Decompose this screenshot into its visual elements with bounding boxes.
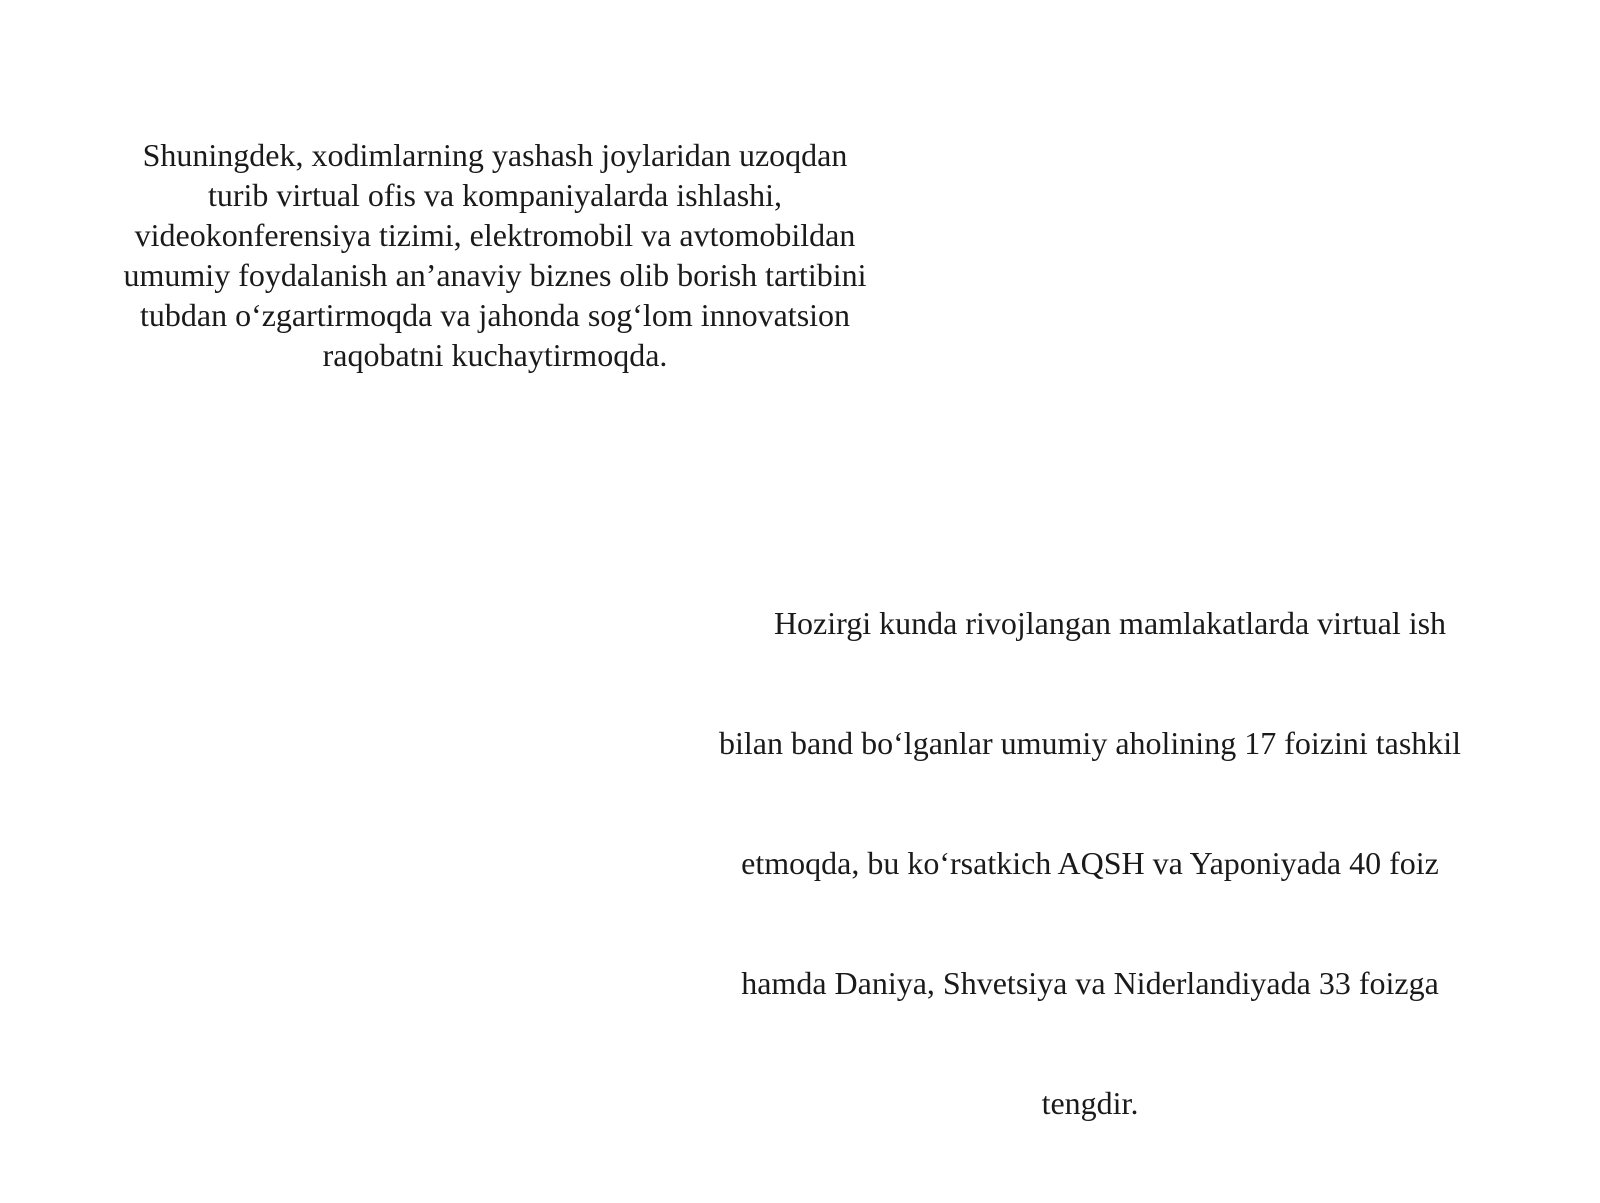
paragraph-virtual-employment-stats xyxy=(690,523,1490,1203)
paragraph-line: Hozirgi kunda rivojlangan mamlakatlarda virtual ish xyxy=(733,605,1447,641)
paragraph-line: turib virtual ofis va kompaniyalarda ishlashi, xyxy=(207,177,783,213)
paragraph-line: videokonferensiya tizimi, elektromobil va avtomobildan xyxy=(134,217,856,253)
paragraph-line: tengdir. xyxy=(1041,1085,1139,1121)
paragraph-line: umumiy foydalanish an’anaviy biznes olib borish tartibini xyxy=(123,257,867,293)
paragraph-line: bilan band bo‘lganlar umumiy aholining 17 foizini tashkil xyxy=(718,725,1462,761)
paragraph-line: etmoqda, bu ko‘rsatkich AQSH va Yaponiyada 40 foiz xyxy=(741,845,1439,881)
paragraph-line: raqobatni kuchaytirmoqda. xyxy=(322,337,668,373)
paragraph-line: hamda Daniya, Shvetsiya va Niderlandiyada 33 foizga xyxy=(741,965,1439,1001)
paragraph-line: Shuningdek, xodimlarning yashash joylaridan uzoqdan xyxy=(142,137,848,173)
paragraph-line: tubdan o‘zgartirmoqda va jahonda sog‘lom innovatsion xyxy=(139,297,851,333)
paragraph-virtual-office xyxy=(100,135,890,375)
